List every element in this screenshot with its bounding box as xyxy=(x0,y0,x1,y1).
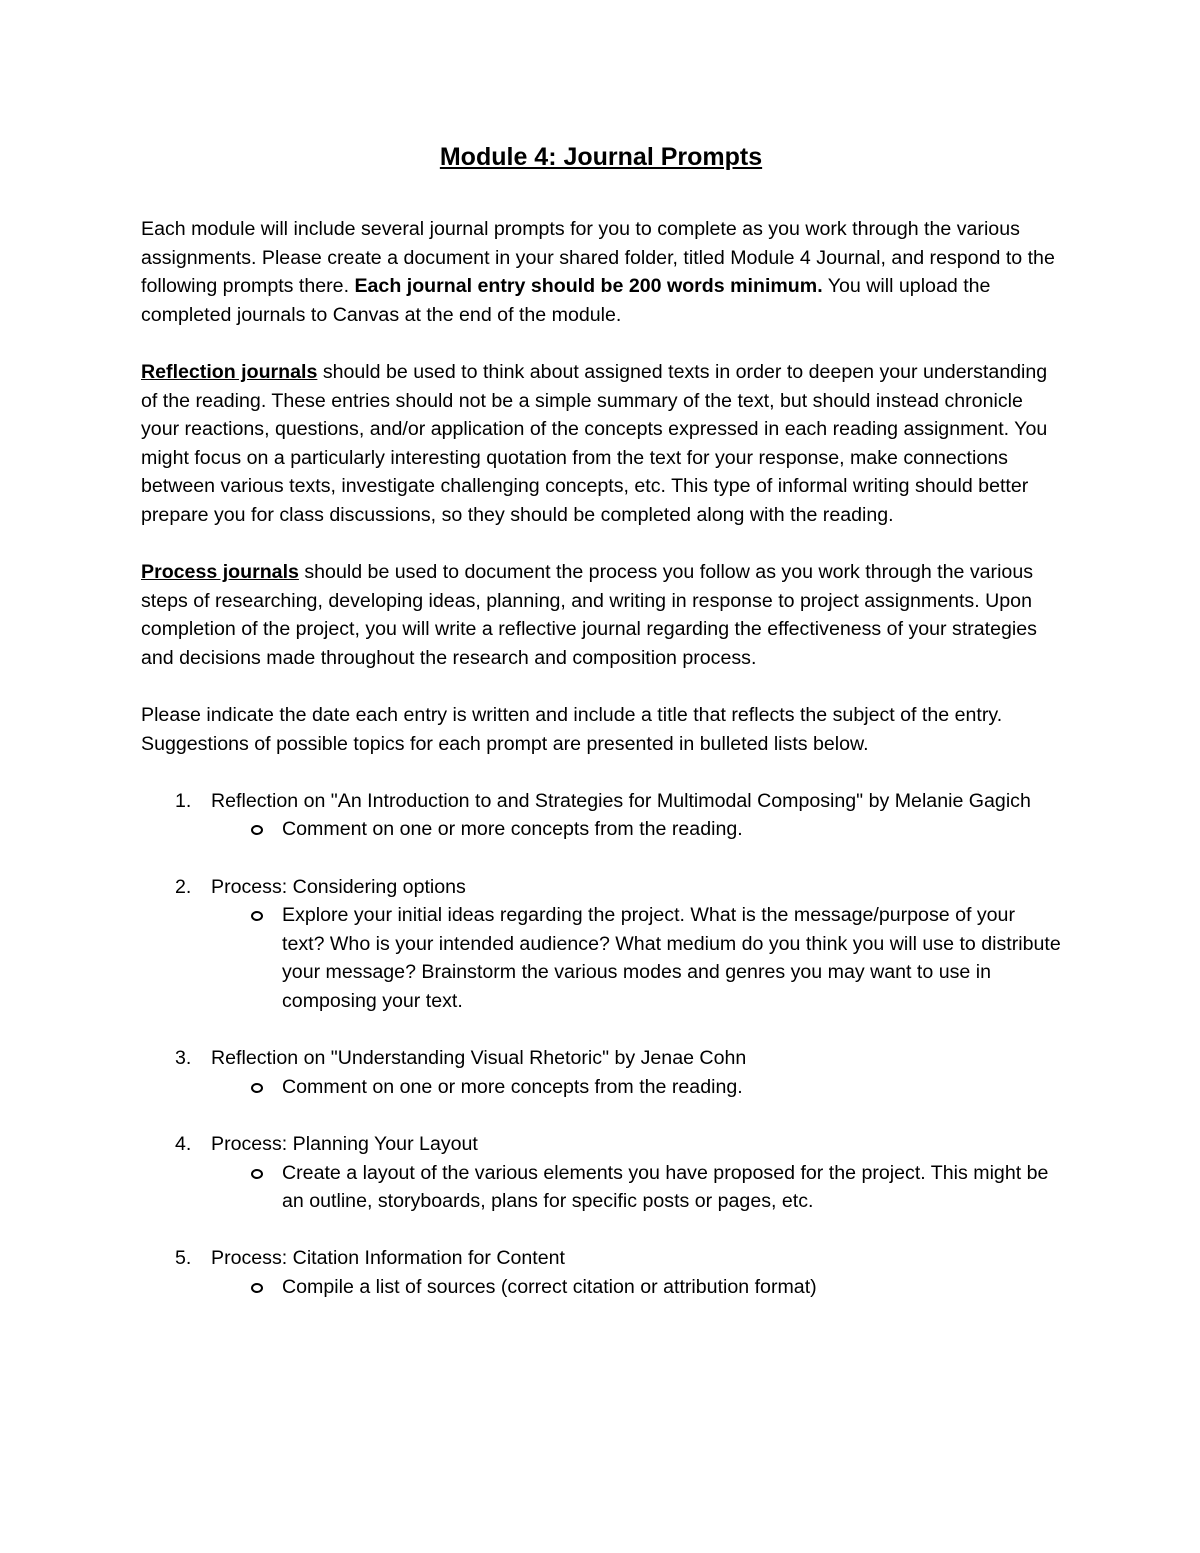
hollow-bullet-icon xyxy=(251,1083,263,1093)
reflection-journals-term: Reflection journals xyxy=(141,360,318,383)
reflection-journals-text: should be used to think about assigned texts in order to deepen your understanding of the reading. These entries should not be a simple summary of the text, but should instead chronicle your reactions, questions, and/or application of the concepts expressed in each reading assignment. You might focus on a particularly interesting quotation from the text for your response, make connections between various texts, investigate challenging concepts, etc. This type of informal writing should better prepare you for class discussions, so they should be completed along with the reading. xyxy=(141,360,1048,526)
process-journals-paragraph xyxy=(141,558,1061,672)
intro-text-end: You will upload the completed journals to Canvas at the end of the module. xyxy=(141,275,991,326)
hollow-bullet-icon xyxy=(251,911,263,921)
suggestion-text: Create a layout of the various elements you have proposed for the project. This might be an outline, storyboards, plans for specific posts or pages, etc. xyxy=(282,1161,1049,1213)
suggestion-item xyxy=(211,1159,1061,1216)
process-journals-term: Process journals xyxy=(141,561,299,584)
prompt-item xyxy=(141,1244,1061,1301)
suggestion-text: Comment on one or more concepts from the reading. xyxy=(282,818,743,841)
suggestion-text: Comment on one or more concepts from the reading. xyxy=(282,1075,743,1098)
prompt-suggestions xyxy=(211,815,1061,844)
instructions-paragraph: Please indicate the date each entry is written and include a title that reflects the subject of the entry. Suggestions of possible topics for each prompt are presented in bulleted lists below. xyxy=(141,704,1003,755)
hollow-bullet-icon xyxy=(251,1169,263,1179)
page-title: Module 4: Journal Prompts xyxy=(439,143,763,171)
prompt-item xyxy=(141,787,1061,844)
hollow-bullet-icon xyxy=(251,1283,263,1293)
suggestion-item xyxy=(211,901,1061,1015)
prompt-title: Process: Citation Information for Content xyxy=(211,1247,565,1270)
prompt-suggestions xyxy=(211,1159,1061,1216)
intro-text-start: Each module will include several journal prompts for you to complete as you work through the various assignments. Please create a document in your shared folder, titled Module 4 Journal, and respond to the following prompts there. xyxy=(141,218,1055,298)
prompt-list xyxy=(141,787,1061,1302)
prompt-number: 2. xyxy=(175,875,192,898)
prompt-number: 3. xyxy=(175,1047,192,1070)
prompt-item xyxy=(141,1044,1061,1101)
word-minimum-requirement: Each journal entry should be 200 words minimum. xyxy=(354,275,823,298)
prompt-suggestions xyxy=(211,901,1061,1015)
suggestion-item xyxy=(211,815,1061,844)
suggestion-text: Compile a list of sources (correct citation or attribution format) xyxy=(282,1275,817,1298)
suggestion-text: Explore your initial ideas regarding the project. What is the message/purpose of your text? Who is your intended audience? What medium do you think you will use to distribute your message? Brainstorm the various modes and genres you may want to use in composing your text. xyxy=(282,904,1061,1013)
prompt-title: Process: Planning Your Layout xyxy=(211,1133,478,1155)
suggestion-item xyxy=(211,1273,1061,1302)
suggestion-item xyxy=(211,1073,1061,1102)
prompt-number: 5. xyxy=(175,1247,192,1270)
prompt-item xyxy=(141,873,1061,1016)
prompt-title: Reflection on "An Introduction to and Strategies for Multimodal Composing" by Melanie Gagich xyxy=(211,789,1031,812)
process-journals-text: should be used to document the process you follow as you work through the various steps of researching, developing ideas, planning, and writing in response to project assignments. Upon completion of the project, you will write a reflective journal regarding the effectiveness of your strategies and decisions made throughout the research and composition process. xyxy=(141,561,1037,669)
prompt-title: Reflection on "Understanding Visual Rhetoric" by Jenae Cohn xyxy=(211,1047,747,1070)
prompt-number: 4. xyxy=(175,1133,192,1155)
prompt-suggestions xyxy=(211,1073,1061,1102)
prompt-item xyxy=(141,1130,1061,1216)
reflection-journals-paragraph xyxy=(141,358,1061,530)
prompt-title: Process: Considering options xyxy=(211,875,466,898)
prompt-suggestions xyxy=(211,1273,1061,1302)
document-page xyxy=(141,140,1061,1330)
intro-paragraph xyxy=(141,215,1061,329)
prompt-number: 1. xyxy=(175,789,192,812)
hollow-bullet-icon xyxy=(251,825,263,835)
